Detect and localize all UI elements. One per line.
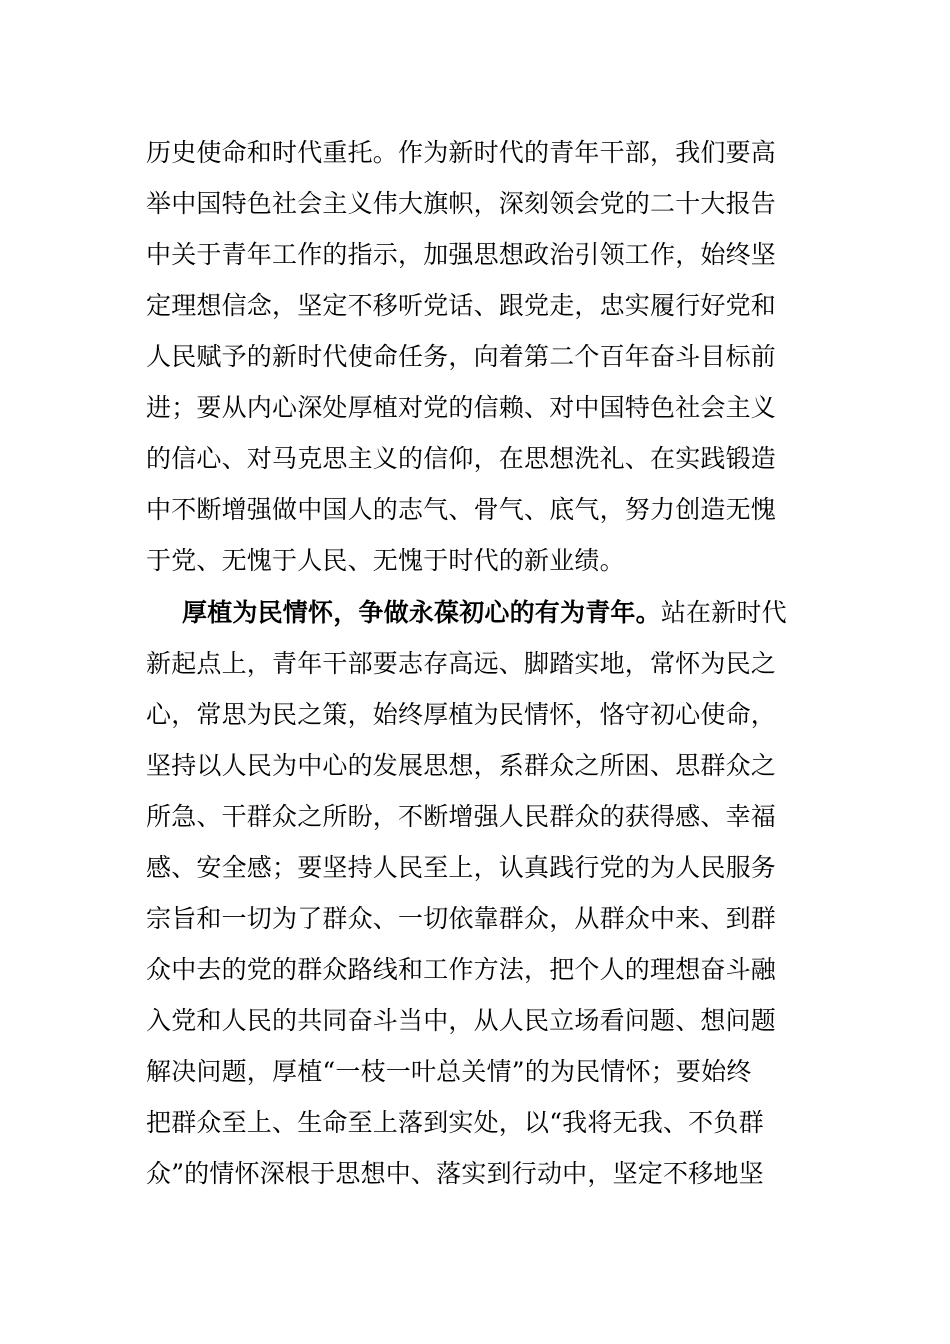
paragraph-2-line: 心，常思为民之策，始终厚植为民情怀，恪守初心使命， [146, 700, 777, 729]
paragraph-2-line: 把群众至上、生命至上落到实处，以“我将无我、不负群 [146, 1108, 764, 1137]
paragraph-1-line: 人民赋予的新时代使命任务，向着第二个百年奋斗目标前 [146, 342, 777, 371]
paragraph-2-line: 感、安全感；要坚持人民至上，认真践行党的为人民服务 [146, 853, 777, 882]
paragraph-2-first-line [146, 587, 811, 638]
paragraph-2 [146, 587, 811, 1199]
paragraph-2-line: 众中去的党的群众路线和工作方法，把个人的理想奋斗融 [146, 955, 777, 984]
paragraph-1-line: 定理想信念，坚定不移听党话、跟党走，忠实履行好党和 [146, 291, 777, 320]
paragraph-2-line: 所急、干群众之所盼，不断增强人民群众的获得感、幸福 [146, 802, 777, 831]
paragraph-2-first-line-rest: 站在新时代 [660, 598, 787, 627]
paragraph-1-line: 历史使命和时代重托。作为新时代的青年干部，我们要高 [146, 138, 777, 167]
paragraph-2-line: 众”的情怀深根于思想中、落实到行动中，坚定不移地坚 [146, 1159, 764, 1188]
paragraph-2-line: 新起点上，青年干部要志存高远、脚踏实地，常怀为民之 [146, 649, 777, 678]
paragraph-1-line: 中关于青年工作的指示，加强思想政治引领工作，始终坚 [146, 240, 777, 269]
paragraph-1 [146, 127, 811, 586]
paragraph-2-line: 宗旨和一切为了群众、一切依靠群众，从群众中来、到群 [146, 904, 777, 933]
paragraph-1-line: 的信心、对马克思主义的信仰，在思想洗礼、在实践锻造 [146, 444, 777, 473]
paragraph-2-line: 解决问题，厚植“一枝一叶总关情”的为民情怀；要始终 [146, 1057, 752, 1086]
paragraph-2-line: 入党和人民的共同奋斗当中，从人民立场看问题、想问题 [146, 1006, 777, 1035]
paragraph-1-line: 举中国特色社会主义伟大旗帜，深刻领会党的二十大报告 [146, 189, 777, 218]
paragraph-1-line: 中不断增强做中国人的志气、骨气、底气，努力创造无愧 [146, 495, 777, 524]
paragraph-1-line: 进；要从内心深处厚植对党的信赖、对中国特色社会主义 [146, 393, 777, 422]
paragraph-1-line: 于党、无愧于人民、无愧于时代的新业绩。 [146, 546, 625, 575]
paragraph-2-heading: 厚植为民情怀，争做永葆初心的有为青年。 [182, 598, 661, 627]
paragraph-2-line: 坚持以人民为中心的发展思想，系群众之所困、思群众之 [146, 751, 777, 780]
